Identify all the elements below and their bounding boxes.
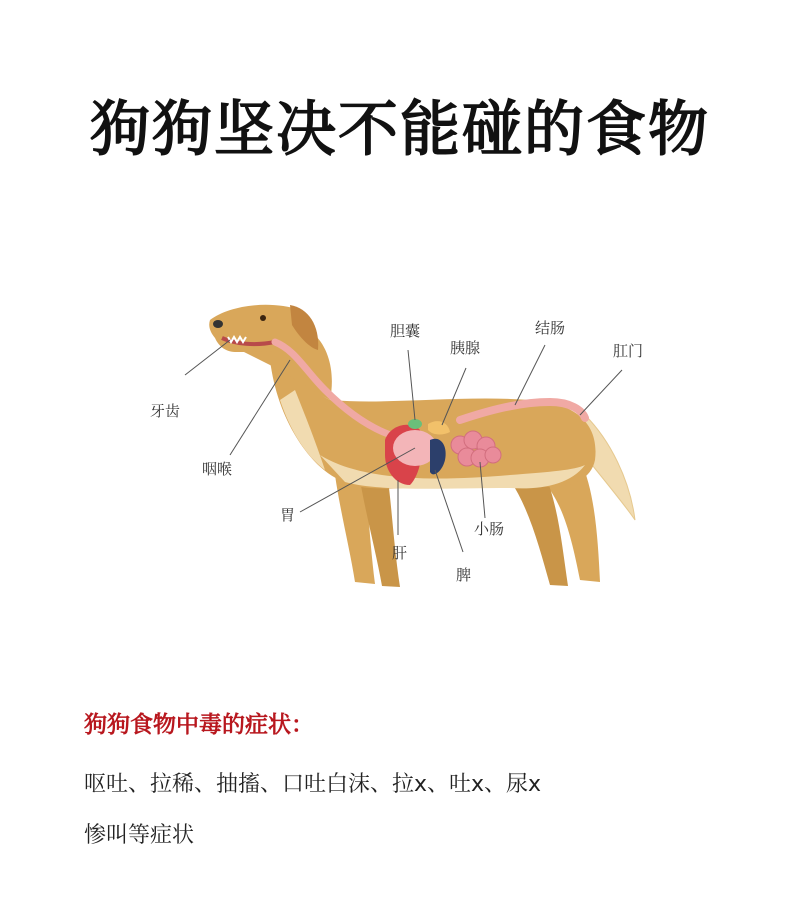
label-spleen: 脾 [456,566,472,584]
label-stomach: 胃 [280,506,296,524]
label-liver: 肝 [392,544,408,562]
symptoms-line-1: 呕吐、拉稀、抽搐、口吐白沫、拉x、吐x、尿x [84,772,542,797]
label-anus: 肛门 [613,342,644,360]
label-gallbladder: 胆囊 [390,322,421,340]
gallbladder [408,419,422,429]
dog-eye [260,315,266,321]
symptoms-line-2: 惨叫等症状 [84,823,195,848]
label-throat: 咽喉 [202,460,233,478]
label-colon: 结肠 [535,319,566,337]
symptoms-heading: 狗狗食物中毒的症状： [84,712,314,738]
dog-anatomy-diagram [130,290,660,610]
page-title: 狗狗坚决不能碰的食物 [90,95,710,165]
label-teeth: 牙齿 [150,402,181,420]
dog-nose [213,320,223,328]
label-small-intestine: 小肠 [474,520,505,538]
label-pancreas: 胰腺 [450,339,481,357]
